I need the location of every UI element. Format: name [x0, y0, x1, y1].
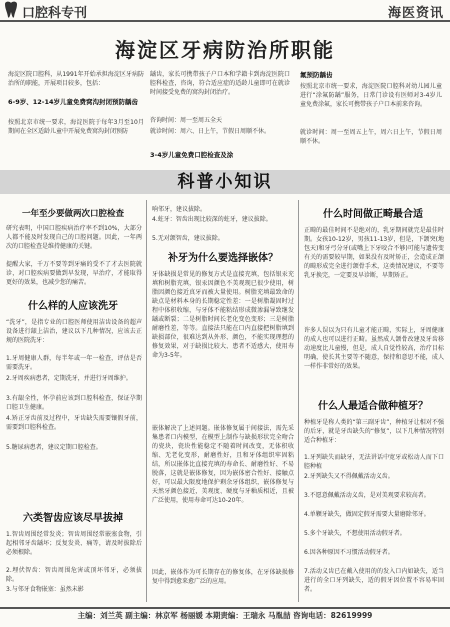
column-name: 口腔科专刊 [22, 6, 88, 21]
left-p3: “洗牙”，是指专业的口腔医师使用洁齿设备的超声设备进行龈上洁治，建议以下几种情况，应该去正规的医院洗牙： [6, 319, 142, 344]
right-p10: 7.活动义齿已在戴入使用的的发入口内如缺失，适当进行的全口牙列缺失，适的假牙因位置不容易牢固者。 [304, 568, 444, 593]
mid-p1: 响邻牙，建议拔除。 [152, 206, 207, 213]
left-p1: 研究表明，中国口腔疾病治疗率不到10%，大部分人都不能及时发现自己的口腔问题。因此，一年两次的口腔检查是维持健康的关键。 [6, 225, 142, 250]
right-p9: 6.因各种原因不习惯活动假牙者。 [304, 549, 394, 556]
tooth-icon [0, 0, 22, 20]
right-h2: 什么人最适合做种植牙？ [318, 401, 428, 412]
left-p5: 2.牙周疾病患者，定期洗牙，并进行牙周维护。 [6, 375, 132, 382]
mid-p2: 4.蛀牙：智齿出现比较深的蛀牙，建议拔除。 [152, 216, 272, 223]
right-h1: 什么时间做正畸最合适 [323, 209, 423, 220]
left-p2: 提醒大家，千万不要等到牙痛的受不了才去医院就诊，对口腔疾病要做到早发现，早治疗，才能取得更好的效果，也减少您的痛苦。 [6, 261, 142, 286]
left-h3: 六类智齿应该尽早拔掉 [23, 513, 123, 524]
right-p8: 5.多个牙缺失，不想使用活动假牙者。 [304, 530, 406, 537]
mid-h1: 补牙为什么要选择嵌体？ [168, 253, 278, 264]
top-col2-p3: 就诊时间：周六、日上午，节假日周顺不休。 [150, 128, 271, 135]
main-title: 海淀区牙病防治所职能 [115, 38, 335, 62]
paper-name: 海医资讯 [387, 6, 444, 21]
top-col3-p1: 按照北京市统一要求，海淀医院口腔科对幼儿园儿童进行“涂氟防龋”服务，日常门诊设有医师对3-4岁儿童免费涂氟，家长可携带孩子户口本前来咨询。 [300, 83, 442, 108]
right-p1: 正畸的最佳时间不是绝对的，乳牙期间就完是最佳时期。女孩10-12岁，男孩11-13岁，但是，下颌突(地包天)和牙弓分牙(或嘴上下牙咬合不够)可能与遗传变有关的需要较早期，如果没有及时矫正，会造成正颌的畸形成完全进行颌骨手术，这类情况建议，不要等乳牙换完，一定要及早诊断，早期矫正。 [304, 227, 444, 279]
right-p5: 2.牙列缺失又不得佩戴活动义齿。 [304, 473, 394, 480]
header-bar [0, 0, 450, 22]
footer-credits: 主编：刘兰英 副主编：林京军 杨丽媛 本期责编：王瑞永 马胤喆 咨询电话：82619999 [77, 611, 373, 620]
mid-p3: 5.无对颌智齿，建议拔除。 [152, 235, 224, 242]
left-p11: 3.与邻牙食物嵌塞：虽然未影 [6, 586, 84, 593]
top-col1-p1: 海淀区院口腔科，从1991年开始承担海淀区牙病防治所的职能，开展项目较多，包括： [8, 71, 144, 87]
left-p6: 3.有龈全性，怀孕前应该到口腔科检查，保证孕期口腔卫生健康。 [6, 395, 142, 411]
mid-p4: 牙体缺损是常见的修复方式是直接充填，包括银汞充填和树脂充填，银汞因颜色不美观现已很少使用，树脂因颜色接近真牙而被大量使用。树脂充填最致命的缺点是材料本身的长期稳定性差：一是树脂凝固时过程中体积收缩，与牙体不能粘结形成微渗漏导致继发龋或断裂；二是树脂时间长老化变色变形；三是树脂耐磨性差，等等。直接法只能在口内直接把树脂填到缺损部位，很难达到从外形、颜色，不能实现理想的修复效果，对于缺损比较大、患者不适感大，使用寿命为3-5年。 [152, 271, 294, 359]
top-col1-h1: 6-9岁、12-14岁儿童免费窝沟封闭预防龋齿 [8, 98, 139, 106]
top-col2-p2: 咨询时间：周一至周五全天 [150, 117, 223, 124]
mid-p6: 因此，嵌体作为可长期存在的修复体，在牙体缺损修复中得到愈来愈广泛的应用。 [152, 569, 294, 585]
left-h1: 一年至少要做两次口腔检查 [21, 209, 124, 219]
left-p8: 5.糖尿病患者，建议定期口腔检查。 [6, 444, 102, 451]
right-p4: 1.牙列缺失而缺牙，无法讲话中宽牙或松动人而下口腔种植 [304, 454, 444, 470]
left-p9: 1.智齿周围经常发炎；智齿周围经常嵌塞食物，引起相邻牙齿龋坏；反复发炎、痛等，请及时拔除后必须根除。 [6, 531, 142, 556]
top-col2-p1: 龋齿，家长可携带孩子户口本和学籍卡到海淀医院口腔科检查，咨询，符合适应症的适龄儿童即可在就诊时间接受免费的窝沟封闭治疗。 [150, 71, 290, 96]
right-p7: 4.单颗牙缺失，做固定假牙需要大量磨除邻牙。 [304, 511, 430, 518]
left-h2: 什么样的人应该洗牙 [28, 301, 118, 312]
left-p4: 1.牙周健康人群，每半年或一年一检查，评估是否需要洗牙。 [6, 355, 142, 371]
left-p10: 2.埋伏智齿：智齿周围危害或顶坏邻牙，必须拔除。 [6, 567, 142, 583]
column-divider [298, 200, 299, 602]
right-p2: 许多人误以为只有儿童才能正畸，实际上，牙周健康的成人也可以进行正畸。虽然成人颌骨改建及牙齿移动速度比儿童慢，但是，成人自觉性较高，治疗目标明确，使长其主要等不随意，保持和意思不能，成人一样作非常好的效果。 [304, 327, 444, 370]
left-p7: 4.矫正牙齿前及过程中，牙齿缺失需要镶假牙前，需要到口腔科检查。 [6, 415, 142, 431]
mid-p5: 嵌体解决了上述问题。嵌体修复属于间接法，需先采集患者口内模型，在模型上制作与缺损形状完全吻合的瓷块，瓷块性能稳定不随着时间改变，无体积收缩、无老化变形，耐磨性好，且和牙体组织牢固粘结，所以嵌体比直接充填的寿命长、耐磨性好、不易脱落，这就是嵌体修复，因为嵌体密合性好、接触点好，可以最大限度地保护剩余牙体组织，嵌体修复与天然牙颜色接近，美观度、硬度与牙釉质相近，且被广泛使用，使用寿命可达10-20年。 [152, 425, 294, 504]
section-title: 科普小知识 [177, 172, 273, 192]
top-col1-p2: 按照北京市统一要求，海淀医院于每年3月至10月期间在全区适龄儿童中开展免费窝沟封闭预防 [8, 119, 144, 135]
top-col3-p2: 就诊时间：周一至周五上午，周六日上午，节假日周顺不休。 [300, 129, 442, 145]
top-col2-h1: 3-4岁儿童免费口腔检查及涂 [150, 151, 234, 159]
column-divider [146, 200, 147, 602]
top-col3-h1: 氟预防龋齿 [300, 71, 333, 79]
right-p3: 种植牙是称人类的“第三副牙齿”，种植牙让相对不强的后牙，就是牙齿缺失的“修复”，以下几种情况特别适合种植牙： [304, 419, 444, 444]
right-p6: 3.不愿意佩戴活动义齿，是对美观要求较高者。 [304, 492, 430, 499]
